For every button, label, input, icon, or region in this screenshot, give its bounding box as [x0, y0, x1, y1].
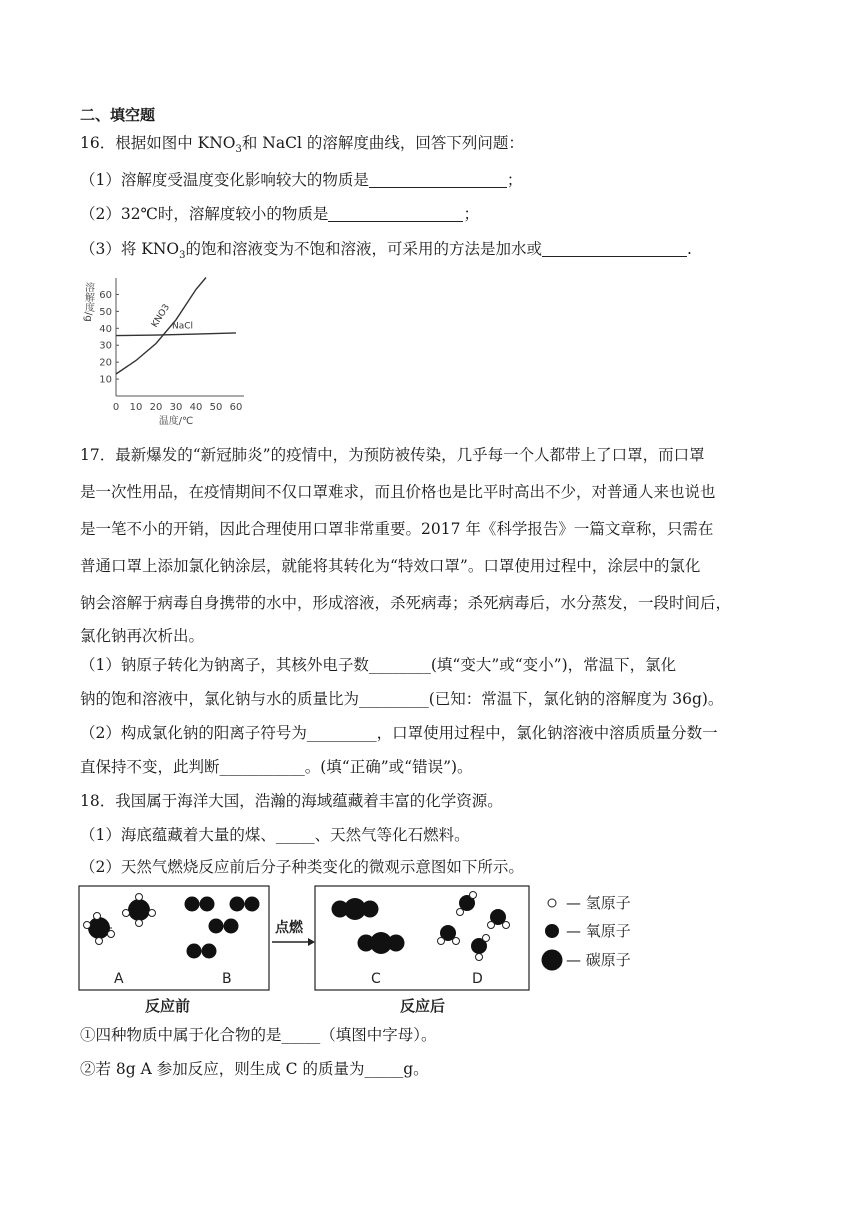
q18-intro: 18．我国属于海洋大国，浩瀚的海域蕴藏着丰富的化学资源。: [80, 792, 503, 810]
answer-blank[interactable]: [328, 205, 463, 222]
molecule-A-1: [84, 913, 115, 945]
legend-carbon: — 碳原子: [566, 951, 631, 969]
section-title: 二、填空题: [80, 106, 156, 124]
y-tick-label: 50: [99, 306, 112, 318]
q17-paragraph-line: 17．最新爆发的“新冠肺炎”的疫情中，为预防被传染，几乎每一个人都带上了口罩，而口罩: [80, 446, 705, 464]
y-tick-label: 40: [99, 323, 112, 335]
q17-paragraph-line: 是一笔不小的开销，因此合理使用口罩非常重要。2017 年《科学报告》一篇文章称，只需在: [80, 520, 714, 538]
y-tick-label: 20: [99, 357, 112, 369]
q17-part1-line2: 钠的饱和溶液中，氯化钠与水的质量比为_________(已知：常温下，氯化钠的溶解度为 36g)。: [80, 690, 724, 708]
molecule-D: [438, 892, 510, 961]
series-label-nacl: NaCl: [172, 321, 194, 332]
q16-part2: （2）32℃时，溶解度较小的物质是 ；: [80, 205, 479, 223]
y-axis-title: 溶解度/g: [82, 282, 94, 322]
q18-part1: （1）海底蕴藏着大量的煤、_____、天然气等化石燃料。: [80, 826, 470, 844]
series-label-kno3: KNO3: [150, 302, 173, 330]
label-after: 反应后: [400, 997, 446, 1015]
label-C: C: [371, 971, 381, 987]
q17-paragraph-line: 氯化钠再次析出。: [80, 627, 205, 645]
y-tick-label: 30: [99, 340, 112, 352]
oxygen-atom-icon: [545, 924, 559, 938]
legend-hydrogen: — 氢原子: [566, 894, 631, 912]
y-tick-label: 60: [99, 289, 112, 301]
q18-sub2: ②若 8g A 参加反应，则生成 C 的质量为_____g。: [80, 1060, 429, 1078]
x-axis-title: 温度/℃: [158, 416, 194, 427]
q16-intro: 16．根据如图中 $KNO_3$和 NaCl 的溶解度曲线，回答下列问题：: [80, 134, 524, 156]
label-B: B: [222, 971, 232, 987]
answer-blank[interactable]: [542, 240, 687, 257]
q17-paragraph-line: 钠会溶解于病毒自身携带的水中，形成溶液，杀死病毒；杀死病毒后，水分蒸发，一段时间后，: [80, 594, 732, 612]
q18-sub1: ①四种物质中属于化合物的是_____（填图中字母）。: [80, 1026, 437, 1044]
label-before: 反应前: [145, 997, 191, 1015]
x-tick-label: 50: [209, 402, 223, 413]
q18-part2: （2）天然气燃烧反应前后分子种类变化的微观示意图如下所示。: [80, 858, 524, 876]
molecule-A-2: [123, 894, 156, 927]
x-tick-label: 0: [112, 402, 120, 413]
q16-part3: （3）将 $KNO_3$的饱和溶液变为不饱和溶液，可采用的方法是加水或 .: [80, 240, 692, 262]
arrow-label: 点燃: [275, 920, 303, 936]
carbon-atom-icon: [542, 950, 563, 971]
reaction-diagram: [74, 880, 674, 1020]
hydrogen-atom-icon: [548, 899, 556, 907]
answer-blank[interactable]: [369, 171, 507, 188]
x-tick-label: 40: [189, 402, 203, 413]
label-D: D: [472, 971, 483, 987]
q17-part1-line1: （1）钠原子转化为钠离子，其核外电子数________(填“变大”或“变小”)，常温下，氯化: [80, 656, 677, 674]
x-tick-label: 60: [229, 402, 243, 413]
q17-part2-line2: 直保持不变，此判断___________。(填“正确”或“错误”)。: [80, 758, 473, 776]
x-tick-label: 10: [129, 402, 143, 413]
molecule-B: [185, 897, 260, 959]
q17-paragraph-line: 是一次性用品，在疫情期间不仅口罩难求，而且价格也是比平时高出不少，对普通人来也说也: [80, 483, 716, 501]
solubility-chart: [76, 270, 246, 432]
x-tick-label: 20: [149, 402, 163, 413]
q17-paragraph-line: 普通口罩上添加氯化钠涂层，就能将其转化为“特效口罩”。口罩使用过程中，涂层中的氯化: [80, 557, 701, 575]
q16-part1: （1）溶解度受温度变化影响较大的物质是 ；: [80, 171, 523, 189]
y-tick-label: 10: [99, 374, 112, 386]
x-tick-label: 30: [169, 402, 183, 413]
molecule-C: [332, 898, 405, 954]
q17-part2-line1: （2）构成氯化钠的阳离子符号为_________，口罩使用过程中，氯化钠溶液中溶质质量分数一: [80, 724, 718, 742]
legend-oxygen: — 氧原子: [566, 922, 631, 940]
series-line-nacl: [116, 333, 236, 336]
label-A: A: [114, 971, 124, 987]
